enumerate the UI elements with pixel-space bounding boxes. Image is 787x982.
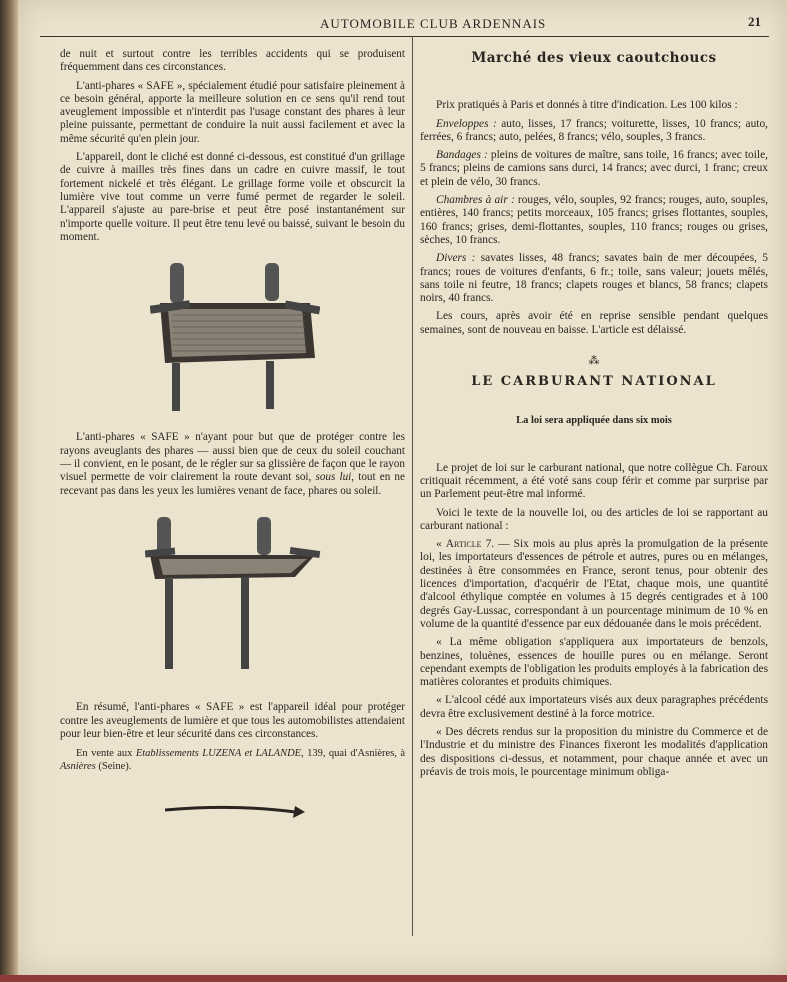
text: rouges, vélo, souples, 92 francs; rouges, auto, souples, entières, 140 francs; petits morceaux, 105 francs; grises flottantes, souples, 160 francs; grises, demi-flottantes, souples, 110 francs; rouges ou grises, sèches, 10 francs. (420, 194, 768, 246)
section-subheading: La loi sera appliquée dans six mois (516, 415, 672, 427)
paragraph: En résumé, l'anti-phares « SAFE » est l'appareil idéal pour protéger contre les aveuglements de lumière et que tous les automobilistes attendaient pour leur bien-être et leur sécurité dans ces circonstances. (60, 701, 405, 740)
paragraph (420, 149, 768, 189)
paragraph: Prix pratiqués à Paris et donnés à titre d'indication. Les 100 kilos : (436, 99, 738, 112)
paragraph (420, 118, 768, 145)
text: auto, lisses, 17 francs; voiturette, lisses, 10 francs; auto, ferrées, 6 francs; auto, pelées, 8 francs; vélo, souples, 3 francs. (420, 117, 768, 143)
section-heading: Marché des vieux caoutchoucs (471, 50, 717, 66)
paragraph: Voici le texte de la nouvelle loi, ou des articles de loi se rapportant au carburant national : (420, 506, 768, 532)
italic-text: sous lui (315, 471, 352, 484)
paragraph: L'appareil, dont le cliché est donné ci-dessous, est constitué d'un grillage de cuivre à mailles très fines dans un cadre en cuivre massif, le tout fortement nickelé et très élégant. Le grillage forme voile et obscurcit la lumière vive tout comme un verre fumé permet de regarder le soleil. L'appareil s'ajuste au pare-brise et peut être posé instantanément sur n'importe quelle voiture. Il peut être tenu levé ou baissé, suivant le besoin du moment. (60, 151, 405, 243)
sale-note (60, 747, 405, 774)
city-name: Asnières (60, 761, 96, 773)
paragraph: Les cours, après avoir été en reprise sensible pendant quelques semaines, sont de nouveau en baisse. L'article est délaissé. (420, 310, 768, 336)
company-name: Etablissements LUZENA et LALANDE (135, 748, 302, 760)
arrow-separator (165, 802, 305, 822)
paragraph: L'anti-phares « SAFE », spécialement étudié pour satisfaire pleinement à ce besoin général, apporte la meilleure solution en ce sens qu'il rend tout aveuglement impossible et n'interdit pas l'usage constant des phares à leur pleine puissante, permettant de conduire la nuit aussi facilement et avec la même sécurité qu'en plein jour. (60, 79, 405, 145)
anti-glare-screen-lowered-illustration (145, 517, 325, 677)
text: En vente aux (76, 748, 136, 760)
quote-mark: « (436, 538, 446, 551)
anti-glare-screen-raised-illustration (150, 263, 320, 413)
left-column (60, 48, 405, 822)
paragraph: Le projet de loi sur le carburant national, que notre collègue Ch. Faroux critiquait récemment, a été voté sans coup férir et comme par surprise par un Parlement peut-être mal informé. (420, 461, 768, 501)
paragraph: « Des décrets rendus sur la proposition du ministre du Commerce et de l'Industrie et du ministre des Finances fixeront les modalités d'application des dispositions ci-dessus, et notamment, pour chaque année et avec un préavis de trois mois, le pourcentage minimum obliga- (420, 725, 768, 778)
paragraph (420, 252, 768, 305)
text: pleins de voitures de maître, sans toile, 16 francs; avec toile, 5 francs; pleins de camions sans durci, 14 francs; avec durci, 1 franc; creux et plein de vélo, 30 francs. (420, 149, 768, 188)
paragraph (420, 538, 768, 631)
item-label: Chambres à air : (436, 194, 515, 207)
item-label: Divers : (436, 252, 476, 265)
page-bottom-edge (0, 975, 787, 982)
asterism: ⁂ (588, 355, 600, 368)
section-heading: LE CARBURANT NATIONAL (471, 374, 717, 390)
article-label: Article 7. (445, 538, 495, 551)
paragraph: de nuit et surtout contre les terribles accidents qui se produisent fréquemment dans ces circonstances. (60, 48, 405, 74)
text: (Seine). (95, 761, 132, 773)
text: , 139, quai d'Asnières, à (301, 748, 406, 760)
running-header (40, 10, 769, 37)
paragraph (60, 431, 405, 497)
text: L'anti-phares « SAFE » n'ayant pour but que de protéger contre les rayons aveuglants des phares — aussi bien que de ceux du soleil couchant — il convient, en le posant, de le régler sur sa glissière de façon que le rayon visuel permette de voir clairement la route devant soi, (60, 431, 405, 484)
item-label: Bandages : (436, 149, 488, 162)
paragraph: « La même obligation s'appliquera aux importateurs de benzols, benzines, toluènes, essences de houille pures ou en mélange. Seront cependant exempts de l'obligation les produits employés à la fabrication des matières colorantes et produits chimiques. (420, 636, 768, 689)
book-binding (0, 0, 18, 982)
text: , tout en ne recevant pas dans les yeux les lumières venant de face, phares ou soleil. (60, 471, 405, 497)
right-column (420, 48, 768, 784)
item-label: Enveloppes : (436, 117, 497, 130)
paragraph: « L'alcool cédé aux importateurs visés aux deux paragraphes précédents devra être exclusivement destiné à la force motrice. (420, 694, 768, 720)
text: — Six mois au plus après la promulgation de la présente loi, les importateurs d'essences de pétrole et autres, pures ou en mélanges, destinées à être consommées en France, seront tenus, pour obtenir des licences d'importation, d'acquérir de l'Etat, chaque mois, une quantité d'alcool éthylique comptée en volumes à 15 degrés centigrades et à 100 degrés Gay-Lussac, correspondant à un pourcentage minimum de 10 % en volume de la quantité d'essence par eux dédouanée dans le mois précédent. (420, 538, 768, 630)
page-number: 21 (748, 14, 761, 29)
header-title: AUTOMOBILE CLUB ARDENNAIS (320, 16, 547, 31)
text: savates lisses, 48 francs; savates bain de mer découpées, 5 francs; roues de voitures d'enfants, 6 fr.; toile, sans valeur; jouets mêlés, sans toile ni feutre, 18 francs; clapets rouges et blancs, 58 francs; clapets noirs, 40 francs. (420, 252, 768, 305)
paragraph (420, 194, 768, 247)
column-divider (412, 36, 413, 936)
